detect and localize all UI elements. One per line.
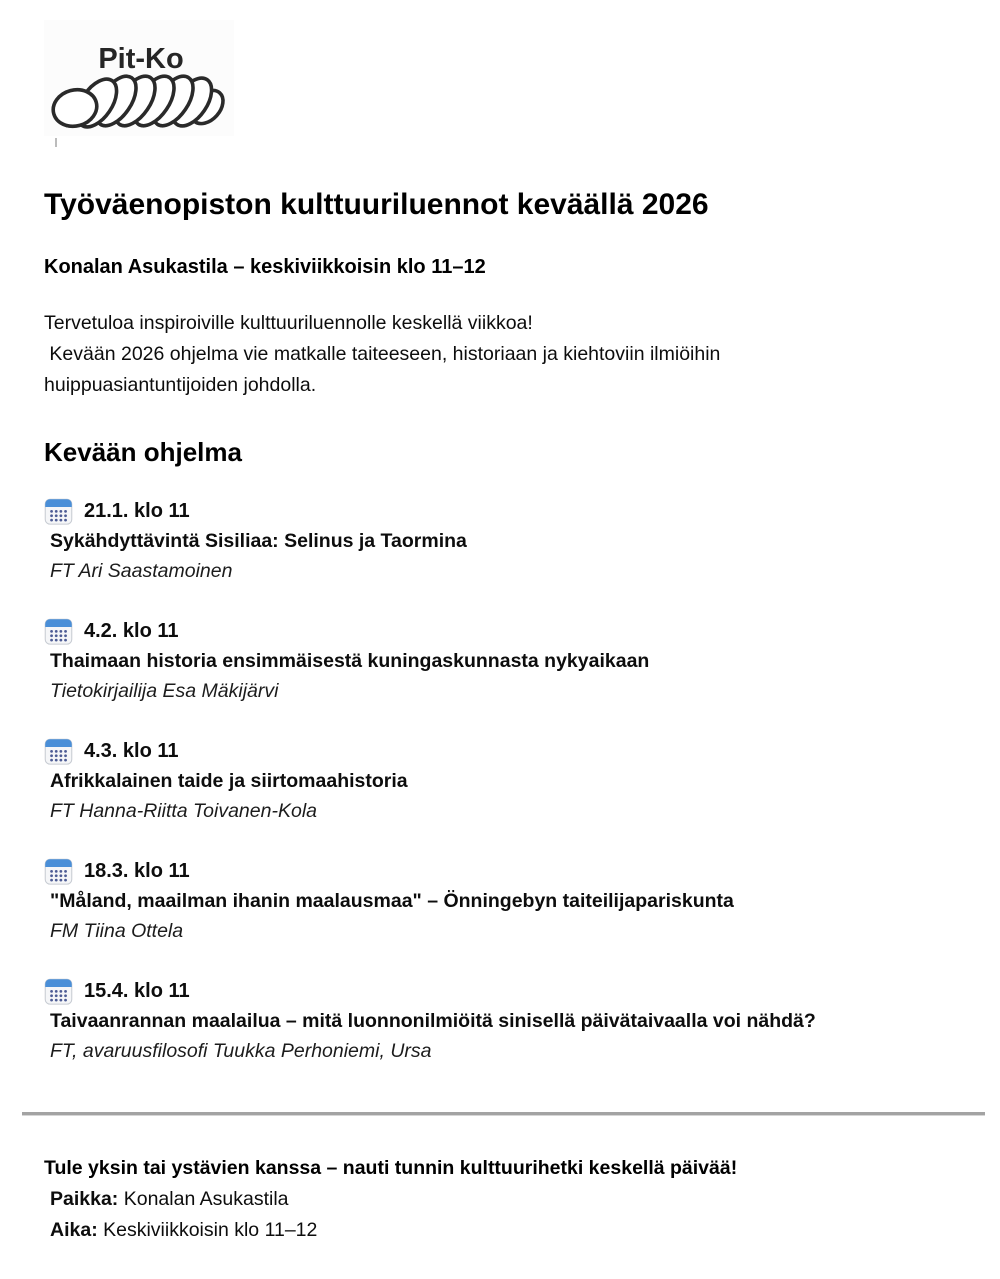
item-date: 15.4. klo 11 (84, 979, 190, 1002)
item-date: 21.1. klo 11 (84, 499, 190, 522)
braided-loaf-icon (44, 20, 234, 136)
footer-time-row (44, 1215, 956, 1246)
item-title: Taivaanrannan maalailua – mitä luonnonilmiöitä sinisellä päivätaivaalla voi nähdä? (50, 1010, 816, 1032)
time-label: Aika: (50, 1219, 98, 1241)
page-subtitle: Konalan Asukastila – keskiviikkoisin klo 11–12 (44, 256, 486, 278)
intro-line: huippuasiantuntijoiden johdolla. (44, 374, 317, 396)
item-date: 4.3. klo 11 (84, 739, 179, 762)
item-date-row (44, 496, 956, 526)
item-date-row (44, 736, 956, 766)
item-title: Afrikkalainen taide ja siirtomaahistoria (50, 770, 408, 792)
program-item (44, 856, 956, 946)
program-heading: Kevään ohjelma (44, 437, 242, 467)
calendar-icon (44, 497, 73, 526)
footer-cta: Tule yksin tai ystävien kanssa – nauti tunnin kulttuurihetki keskellä päivää! (44, 1157, 738, 1179)
time-value: Keskiviikkoisin klo 11–12 (103, 1219, 318, 1241)
intro-line: Kevään 2026 ohjelma vie matkalle taiteeseen, historiaan ja kiehtoviin ilmiöihin (44, 343, 721, 365)
program-item (44, 616, 956, 706)
calendar-icon (44, 737, 73, 766)
footer (44, 1153, 956, 1246)
intro-paragraph (44, 308, 956, 401)
item-title: Sykähdyttävintä Sisiliaa: Selinus ja Taormina (50, 530, 467, 552)
item-speaker: FT Hanna-Riitta Toivanen-Kola (50, 800, 317, 822)
page-title: Työväenopiston kulttuuriluennot keväällä 2026 (44, 188, 709, 221)
item-title: Thaimaan historia ensimmäisestä kuningaskunnasta nykyaikaan (50, 650, 650, 672)
calendar-icon (44, 617, 73, 646)
program-item (44, 496, 956, 586)
footer-place-row (44, 1184, 956, 1215)
program-list (44, 496, 956, 1066)
divider (22, 1112, 985, 1116)
place-label: Paikka: (50, 1188, 119, 1210)
calendar-icon (44, 857, 73, 886)
item-speaker: FT Ari Saastamoinen (50, 560, 233, 582)
item-speaker: FM Tiina Ottela (50, 920, 184, 942)
item-date-row (44, 616, 956, 646)
place-value: Konalan Asukastila (123, 1188, 289, 1210)
item-title: "Måland, maailman ihanin maalausmaa" – Önningebyn taiteilijapariskunta (50, 890, 734, 912)
program-item (44, 976, 956, 1066)
item-date: 4.2. klo 11 (84, 619, 179, 642)
logo-caption-tick (55, 138, 57, 147)
program-item (44, 736, 956, 826)
logo-text: Pit-Ko (98, 43, 184, 75)
item-speaker: Tietokirjailija Esa Mäkijärvi (50, 680, 279, 702)
intro-line: Tervetuloa inspiroiville kulttuuriluennolle keskellä viikkoa! (44, 312, 533, 334)
item-date-row (44, 976, 956, 1006)
item-date: 18.3. klo 11 (84, 859, 190, 882)
calendar-icon (44, 977, 73, 1006)
item-speaker: FT, avaruusfilosofi Tuukka Perhoniemi, Ursa (50, 1040, 432, 1062)
logo (44, 20, 234, 136)
item-date-row (44, 856, 956, 886)
